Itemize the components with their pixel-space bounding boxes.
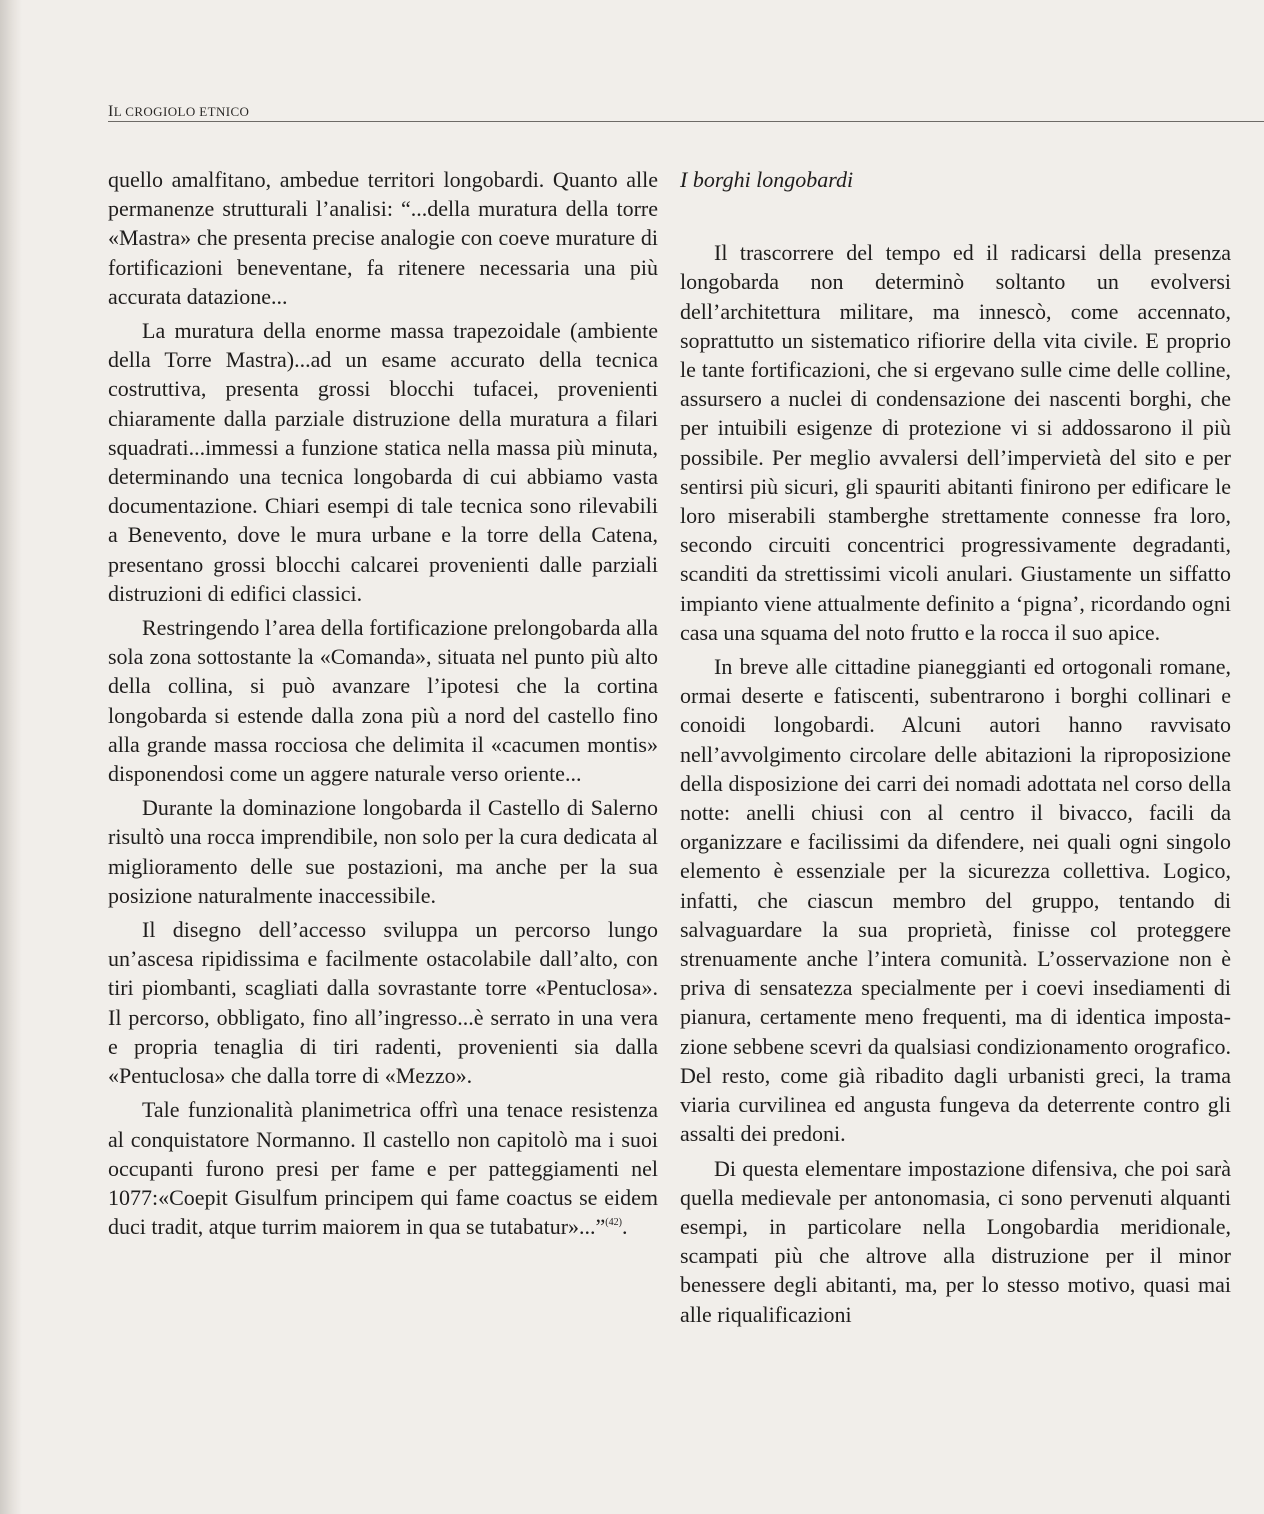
section-title: I borghi longobardi [680, 167, 854, 192]
left-paragraph-5: Il disegno dell’accesso sviluppa un percorso lungo un’ascesa ripidissima e facilmente ostacolabile dall’alto, con tiri piombanti, scagliati dalla sovrastante torre «Pentuclosa». Il percorso, obbligato, fino all’ingresso...è serrato in una vera e propria tenaglia di tiri radenti, provenienti sia dalla «Pentuclosa» che dalla torre di «Mezzo». [108, 917, 658, 1089]
left-paragraph-1: quello amalfitano, ambedue territori longobardi. Quanto alle permanenze strutturali l’analisi: “...della muratura della torre «Mastra» che presenta precise analogie con coeve murature di fortificazioni beneventane, fa ritenere necessaria una più accurata datazione... [108, 167, 658, 309]
header-rule [108, 121, 1264, 122]
left-paragraph-6-text: Tale funzionalità planimetrica offrì una tenace resistenza al conquistatore Normanno. Il castello non capitolò ma i suoi occupanti furono presi per fame e per patteggiamenti nel 1077:«Coepit Gisulfum principem qui fame coactus se eidem duci tradit, atque turrim maiorem in qua se tutabatur»...” [108, 1097, 658, 1240]
right-paragraph-3: Di questa elementare impostazione difensiva, che poi sarà quella medievale per antonomasia, ci sono pervenuti alquanti esempi, in particolare nella Longobardia meridionale, scampati più che altrove alla distruzione per il minor benessere degli abitanti, ma, per lo stesso motivo, quasi mai alle riqualificazioni [680, 1155, 1231, 1327]
left-paragraph-2: La muratura della enorme massa trapezoidale (ambiente della Torre Mastra)...ad un esame accurato della tecnica costruttiva, presenta grossi blocchi tufacei, provenienti chiaramente dalla parziale distruzione della muratura a filari squadrati...immessi a funzione statica nella massa più minuta, determinando una tecnica longobarda di cui abbiamo vasta documentazione. Chiari esempi di tale tecnica sono rilevabili a Benevento, dove le mura urbane e la torre della Catena, presentano grossi blocchi calcarei provenienti dalle parziali distruzioni di edifici classici. [108, 318, 658, 606]
left-paragraph-4: Durante la dominazione longobarda il Castello di Salerno risultò una rocca imprendibile, non solo per la cura dedicata al miglioramento delle sue postazioni, ma anche per la sua posizione naturalmente inaccessibile. [108, 795, 658, 908]
left-column [108, 165, 658, 1246]
running-header [108, 103, 249, 121]
right-column [680, 165, 1231, 1334]
left-paragraph-6 [108, 1095, 658, 1241]
right-paragraph-2: In breve alle cittadine pianeggianti ed ortogonali romane, ormai deserte e fatiscenti, subentrarono i borghi collinari e conoidi longobardi. Alcuni autori hanno ravvisato nell’avvolgimento circolare delle abitazioni la riproposizione della disposizione dei carri dei nomadi adottata nel corso della notte: anelli chiusi con al centro il bivacco, facili da organizzare e facilissimi da difendere, nei quali ogni singolo elemento è essenziale per la sicurezza collettiva. Logico, infatti, che ciascun membro del gruppo, tentando di salvaguardare la sua proprietà, finisse col proteggere strenuamente anche l’intera comunità. L’osservazione non è priva di sensatezza specialmente per i coevi insediamenti di pianura, certamente meno frequenti, ma di identica impostazione sebbene scevri da qualsiasi condizionamento orografico. Del resto, come già ribadito dagli urbanisti greci, la trama viaria curvilinea ed angusta fungeva da deterrente contro gli assalti dei predoni. [680, 654, 1231, 1147]
left-paragraph-6-end: . [621, 1214, 628, 1240]
running-header-text: L CROGIOLO ETNICO [113, 104, 250, 119]
running-header-initial: I [108, 103, 114, 120]
right-paragraph-1: Il trascorrere del tempo ed il radicarsi della presenza longobarda non determinò soltanto un evolversi dell’architettura militare, ma innescò, come accennato, soprattutto un sistematico rifiorire della vita civile. E proprio le tante fortificazioni, che si ergevano sulle cime delle colline, assursero a nuclei di condensazione dei nascenti borghi, che per intuibili esigenze di protezione vi si addossarono il più possibile. Per meglio avvalersi dell’impervietà del sito e per sentirsi più sicuri, gli spauriti abitanti finirono per edificare le loro miserabili stamberghe strettamente connesse fra loro, secondo circuiti concentrici progressivamente degradanti, scanditi da strettissimi vicoli anulari. Giustamente un siffatto impianto viene attualmente definito a ‘pigna’, ricordando ogni casa una squama del noto frutto e la rocca il suo apice. [680, 240, 1231, 645]
left-paragraph-3: Restringendo l’area della fortificazione prelongobarda alla sola zona sottostante la «Comanda», situata nel punto più alto della collina, si può avanzare l’ipotesi che la cortina longobarda si estende dalla zona più a nord del castello fino alla grande massa rocciosa che delimita il «cacumen montis» disponendosi come un aggere naturale verso oriente... [108, 615, 658, 787]
footnote-reference: (42) [605, 1217, 622, 1229]
binding-gutter-shadow [0, 0, 22, 1514]
